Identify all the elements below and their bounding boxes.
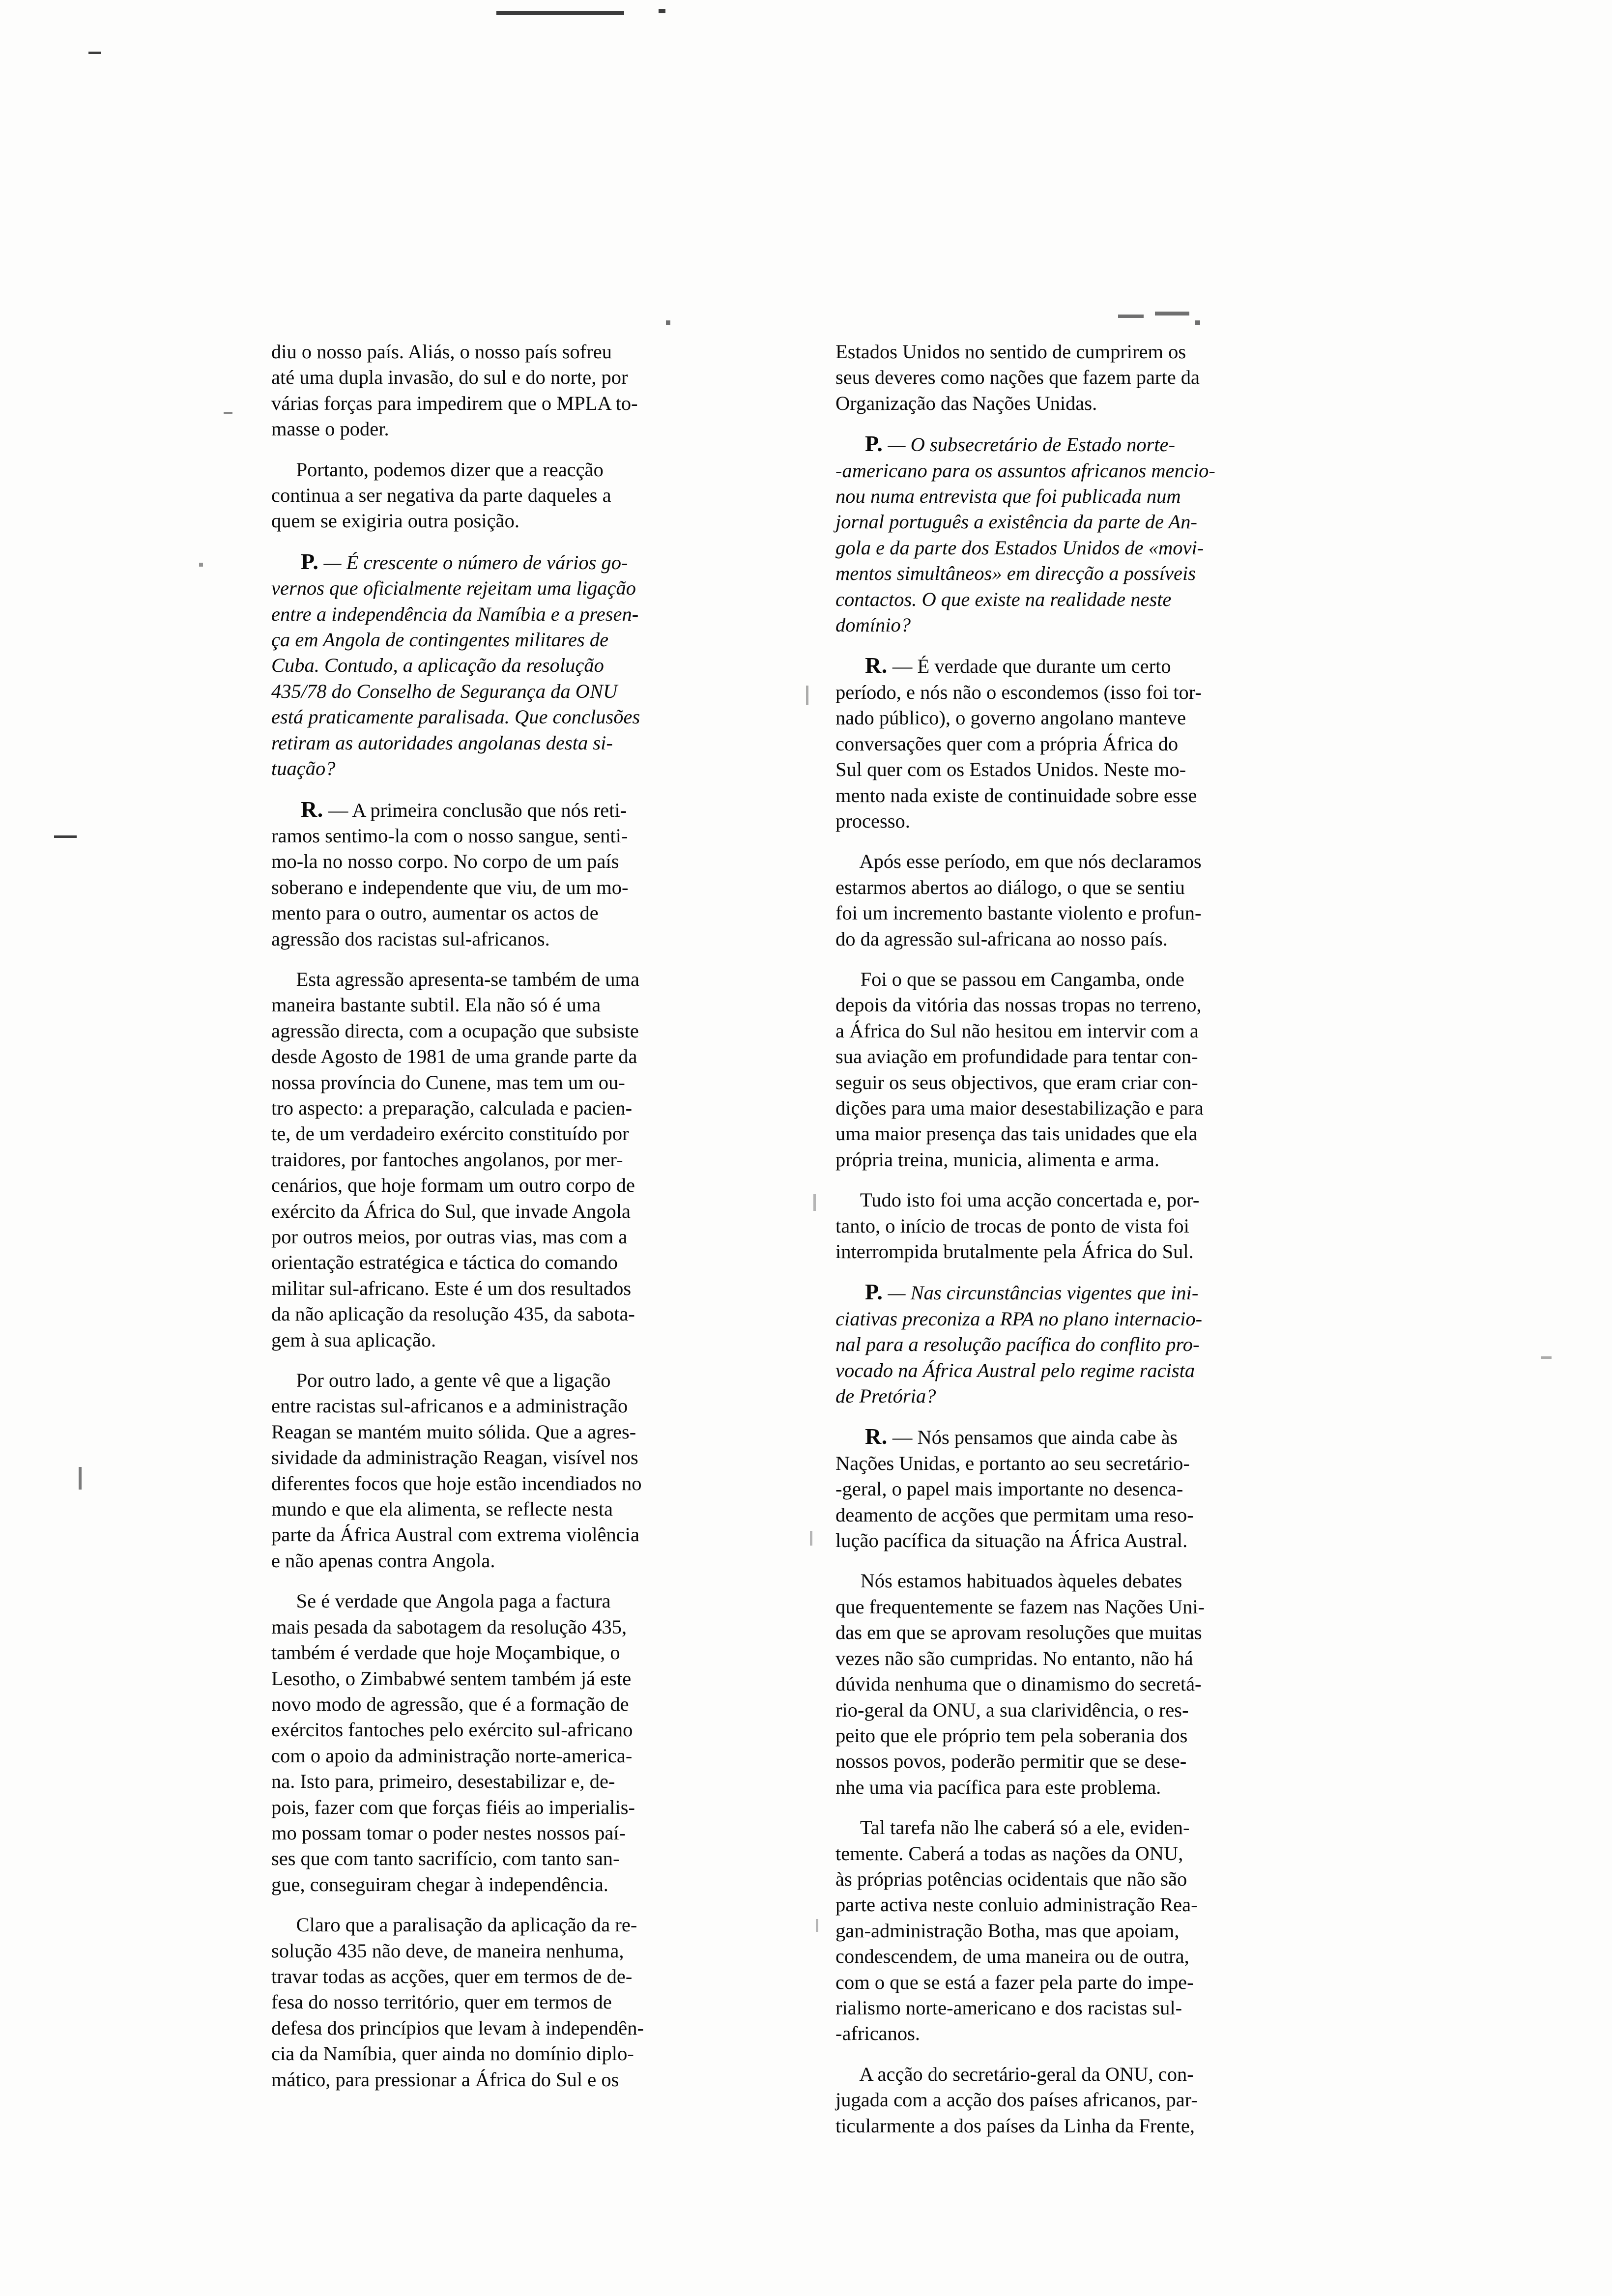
text-line: Cuba. Contudo, a aplicação da resolução	[271, 654, 604, 677]
text-line: solução 435 não deve, de maneira nenhuma,	[271, 1939, 624, 1962]
text-line: fesa do nosso território, quer em termos de	[271, 1991, 612, 2013]
text-line: Lesotho, o Zimbabwé sentem também já este	[271, 1667, 632, 1690]
text-line: várias forças para impedirem que o MPLA to-	[271, 392, 638, 414]
text-line: cenários, que hoje formam um outro corpo de	[271, 1174, 635, 1197]
line-text: — O subsecretário de Estado norte-	[883, 433, 1176, 456]
line-text: — Nós pensamos que ainda cabe às	[887, 1426, 1178, 1449]
text-line: gue, conseguiram chegar à independência.	[271, 1873, 608, 1895]
text-line: estarmos abertos ao diálogo, o que se sentiu	[835, 876, 1185, 898]
text-line: própria treina, municia, alimenta e arma.	[835, 1148, 1159, 1171]
text-line: orientação estratégica e táctica do comando	[271, 1251, 618, 1274]
scan-artifact-right-edge	[1541, 1356, 1552, 1359]
scan-artifact-gutter-a	[806, 686, 808, 705]
text-line: ça em Angola de contingentes militares de	[271, 629, 609, 651]
text-line: conversações quer com a própria África do	[835, 732, 1179, 755]
text-line: das em que se aprovam resoluções que muitas	[835, 1621, 1202, 1644]
text-line: Organização das Nações Unidas.	[835, 392, 1097, 414]
answer-label: R.	[271, 796, 323, 822]
para-portanto-reaccao	[271, 457, 797, 534]
text-line: 435/78 do Conselho de Segurança da ONU	[271, 680, 618, 702]
para-habituados-debates-onu	[835, 1568, 1361, 1800]
text-line: e não apenas contra Angola.	[271, 1549, 495, 1572]
text-line: continua a ser negativa da parte daqueles a	[271, 484, 611, 507]
text-line	[835, 431, 1361, 458]
text-line: agressão dos racistas sul-africanos.	[271, 927, 550, 950]
text-line: parte da África Austral com extrema violência	[271, 1523, 639, 1546]
text-line: gan-administração Botha, mas que apoiam,	[835, 1919, 1180, 1942]
text-line: jugada com a acção dos países africanos, par-	[835, 2089, 1198, 2111]
question-circunstancias-rpa-pretoria	[835, 1279, 1361, 1409]
text-line: de Pretória?	[835, 1385, 936, 1407]
line-text: — É crescente o número de vários go-	[318, 551, 628, 574]
para-claro-paralisacao	[271, 1912, 797, 2093]
text-line: sividade da administração Reagan, visível nos	[271, 1446, 638, 1469]
line-text: — A primeira conclusão que nós reti-	[323, 799, 627, 821]
text-line: Por outro lado, a gente vê que a ligação	[271, 1369, 611, 1392]
text-line: tuação?	[271, 757, 336, 780]
text-line: seguir os seus objectivos, que eram criar con-	[835, 1071, 1198, 1093]
text-line: entre a independência da Namíbia e a presen-	[271, 603, 639, 625]
text-line: travar todas as acções, quer em termos de de-	[271, 1965, 633, 1987]
line-text: — Nas circunstâncias vigentes que ini-	[883, 1282, 1199, 1304]
text-line: exército da África do Sul, que invade Angola	[271, 1200, 631, 1222]
text-line: mático, para pressionar a África do Sul e os	[271, 2068, 619, 2091]
para-ligacao-reagan	[271, 1368, 797, 1574]
text-line: Após esse período, em que nós declaramos	[835, 850, 1202, 873]
para-continuation-estados-unidos-onu	[835, 339, 1361, 416]
text-line: dições para uma maior desestabilização e para	[835, 1096, 1204, 1119]
text-line	[271, 549, 797, 575]
text-line: nossa província do Cunene, mas tem um ou-	[271, 1071, 625, 1093]
text-line: condescendem, de uma maneira ou de outra,	[835, 1945, 1189, 1968]
text-line: tanto, o início de trocas de ponto de vista foi	[835, 1214, 1189, 1237]
text-line: Reagan se mantém muito sólida. Que a agres-	[271, 1420, 636, 1443]
text-line: mo-la no nosso corpo. No corpo de um país	[271, 850, 619, 873]
text-line: também é verdade que hoje Moçambique, o	[271, 1641, 620, 1664]
text-line	[271, 797, 797, 823]
scan-artifact-margin-d	[79, 1467, 82, 1490]
text-line: diferentes focos que hoje estão incendiados no	[271, 1472, 642, 1494]
text-line: nossos povos, poderão permitir que se dese-	[835, 1750, 1187, 1773]
scan-artifact-margin-a	[88, 52, 101, 54]
text-line: diu o nosso país. Aliás, o nosso país sofreu	[271, 341, 612, 363]
text-line: Portanto, podemos dizer que a reacção	[271, 458, 604, 481]
text-line: Sul quer com os Estados Unidos. Neste mo-	[835, 758, 1186, 781]
scan-artifact-header-a	[1118, 315, 1144, 318]
question-governos-namibia-cuba	[271, 549, 797, 782]
text-line: mais pesada da sabotagem da resolução 435,	[271, 1615, 627, 1638]
scan-artifact-gutter-c	[810, 1531, 812, 1546]
text-line: Foi o que se passou em Cangamba, onde	[835, 968, 1184, 990]
text-line: rialismo norte-americano e dos racistas sul-	[835, 1996, 1182, 2019]
para-continuation-dupla-invasao	[271, 339, 797, 442]
text-line: rio-geral da ONU, a sua clarividência, o res-	[835, 1698, 1189, 1721]
text-line: cia da Namíbia, quer ainda no domínio diplo-	[271, 2042, 634, 2065]
text-line: até uma dupla invasão, do sul e do norte, por	[271, 366, 628, 389]
answer-verdade-certo-periodo	[835, 653, 1361, 834]
text-line: novo modo de agressão, que é a formação de	[271, 1693, 629, 1715]
text-line: às próprias potências ocidentais que não são	[835, 1867, 1187, 1890]
text-line: nal para a resolução pacífica do conflito pro-	[835, 1333, 1200, 1356]
text-line: período, e nós não o escondemos (isso foi tor-	[835, 681, 1202, 703]
text-line: mo possam tomar o poder nestes nossos paí-	[271, 1821, 626, 1844]
text-line	[835, 1279, 1361, 1306]
text-line: -americano para os assuntos africanos mencio-	[835, 459, 1215, 482]
text-line	[835, 653, 1361, 679]
text-line: deamento de acções que permitam uma reso-	[835, 1503, 1194, 1526]
text-line: mentos simultâneos» em direcção a possíveis	[835, 562, 1196, 585]
scan-artifact-gutter-b	[813, 1194, 816, 1211]
text-line: sua aviação em profundidade para tentar con-	[835, 1045, 1198, 1068]
text-line: te, de um verdadeiro exército constituído por	[271, 1122, 629, 1145]
text-line: ses que com tanto sacrifício, com tanto san-	[271, 1847, 620, 1870]
text-line: mundo e que ela alimenta, se reflecte nesta	[271, 1498, 613, 1521]
text-line: gola e da parte dos Estados Unidos de «movi-	[835, 536, 1204, 559]
answer-label: R.	[835, 1424, 888, 1449]
text-line: nou numa entrevista que foi publicada num	[835, 485, 1181, 508]
text-line: A acção do secretário-geral da ONU, con-	[835, 2063, 1194, 2085]
text-line: nhe uma via pacífica para este problema.	[835, 1776, 1161, 1798]
text-line: seus deveres como nações que fazem parte da	[835, 366, 1200, 389]
text-line: militar sul-africano. Este é um dos resultados	[271, 1277, 632, 1299]
answer-label: R.	[835, 653, 888, 678]
text-line: parte activa neste conluio administração Rea-	[835, 1894, 1198, 1916]
text-line: foi um incremento bastante violento e profun-	[835, 902, 1202, 924]
text-line: -geral, o papel mais importante no desenca-	[835, 1478, 1183, 1500]
text-line	[835, 1424, 1361, 1450]
text-column-right	[835, 339, 1361, 2139]
text-line: que frequentemente se fazem nas Nações Uni-	[835, 1595, 1205, 1618]
scan-artifact-top-dash	[496, 11, 624, 15]
text-line: retiram as autoridades angolanas desta si-	[271, 731, 613, 754]
answer-nacoes-unidas-secretario-geral	[835, 1424, 1361, 1553]
scan-artifact-mid-dot	[666, 320, 670, 325]
text-line: traidores, por fantoches angolanos, por mer-	[271, 1148, 623, 1171]
text-line: peito que ele próprio tem pela soberania dos	[835, 1724, 1188, 1747]
para-accao-secretario-geral-linha-da-frente	[835, 2062, 1361, 2139]
text-line: defesa dos princípios que levam à independên-	[271, 2016, 644, 2039]
text-line: -africanos.	[835, 2022, 921, 2045]
para-factura-mocambique-lesotho	[271, 1588, 797, 1897]
text-line: quem se exigiria outra posição.	[271, 510, 519, 532]
question-label: P.	[271, 548, 319, 574]
para-apos-esse-periodo	[835, 849, 1361, 952]
text-column-left	[271, 339, 797, 2093]
scan-artifact-header-c	[1195, 320, 1200, 325]
text-line: dúvida nenhuma que o dinamismo do secretá-	[835, 1673, 1202, 1695]
text-line: vernos que oficialmente rejeitam uma ligação	[271, 577, 636, 600]
text-line: Nações Unidas, e portanto ao seu secretário-	[835, 1452, 1190, 1474]
text-line: Nós estamos habituados àqueles debates	[835, 1570, 1182, 1592]
para-tal-tarefa-nacoes-onu	[835, 1815, 1361, 2047]
text-line: uma maior presença das tais unidades que ela	[835, 1122, 1198, 1145]
text-line: gem à sua aplicação.	[271, 1328, 436, 1351]
para-accao-concertada	[835, 1187, 1361, 1264]
text-line: agressão directa, com a ocupação que subsiste	[271, 1019, 639, 1042]
text-line: do da agressão sul-africana ao nosso país.	[835, 927, 1168, 950]
scan-artifact-header-b	[1155, 312, 1189, 316]
text-line: da não aplicação da resolução 435, da sabota-	[271, 1303, 635, 1325]
para-esta-agressao-subtil	[271, 967, 797, 1353]
text-line: domínio?	[835, 614, 911, 636]
text-line: processo.	[835, 809, 910, 832]
text-line: ramos sentimo-la com o nosso sangue, senti-	[271, 824, 628, 847]
text-line: ciativas preconiza a RPA no plano internacio-	[835, 1307, 1203, 1330]
text-line: interrompida brutalmente pela África do Sul.	[835, 1240, 1194, 1263]
text-line: está praticamente paralisada. Que conclusões	[271, 706, 640, 728]
question-subsecretario-movimentos-simultaneos	[835, 431, 1361, 638]
text-line: Esta agressão apresenta-se também de uma	[271, 968, 639, 990]
text-line: contactos. O que existe na realidade neste	[835, 588, 1172, 610]
text-line: pois, fazer com que forças fiéis ao imperialis-	[271, 1796, 635, 1818]
text-line: com o que se está a fazer pela parte do impe-	[835, 1971, 1194, 1993]
text-line: Claro que a paralisação da aplicação da re-	[271, 1914, 637, 1936]
text-line: com o apoio da administração norte-america-	[271, 1744, 633, 1767]
text-line: nado público), o governo angolano manteve	[835, 707, 1186, 729]
scan-artifact-gutter-d	[816, 1919, 818, 1932]
text-line: na. Isto para, primeiro, desestabilizar e, de-	[271, 1770, 615, 1793]
text-line: exércitos fantoches pelo exército sul-africano	[271, 1719, 633, 1741]
scan-artifact-dot-left	[199, 563, 203, 567]
text-line: maneira bastante subtil. Ela não só é uma	[271, 994, 601, 1016]
line-text: — É verdade que durante um certo	[887, 655, 1171, 678]
text-line: entre racistas sul-africanos e a administração	[271, 1395, 628, 1417]
question-label: P.	[835, 1279, 883, 1305]
text-line: masse o poder.	[271, 418, 389, 440]
text-line: tro aspecto: a preparação, calculada e pacien-	[271, 1096, 633, 1119]
text-line: mento nada existe de continuidade sobre esse	[835, 784, 1197, 806]
text-line: Se é verdade que Angola paga a factura	[271, 1590, 611, 1612]
text-line: temente. Caberá a todas as nações da ONU,	[835, 1842, 1183, 1865]
text-line: soberano e independente que viu, de um mo-	[271, 876, 629, 898]
text-line: mento para o outro, aumentar os actos de	[271, 902, 599, 924]
question-label: P.	[835, 431, 883, 457]
text-line: Tal tarefa não lhe caberá só a ele, eviden-	[835, 1816, 1190, 1839]
text-line: vezes não são cumpridas. No entanto, não há	[835, 1647, 1193, 1669]
text-line: Tudo isto foi uma acção concertada e, por-	[835, 1189, 1200, 1211]
text-line: por outros meios, por outras vias, mas com a	[271, 1226, 628, 1248]
text-line: lução pacífica da situação na África Austral.	[835, 1529, 1188, 1552]
text-line: jornal português a existência da parte de An-	[835, 511, 1198, 533]
text-line: ticularmente a dos países da Linha da Frente,	[835, 2114, 1195, 2137]
text-line: desde Agosto de 1981 de uma grande parte da	[271, 1045, 637, 1068]
scan-artifact-margin-b	[224, 412, 232, 414]
scan-artifact-top-dot	[659, 9, 665, 13]
para-cangamba	[835, 967, 1361, 1173]
scan-artifact-margin-c	[54, 835, 77, 838]
text-line: vocado na África Austral pelo regime racista	[835, 1359, 1195, 1381]
answer-primeira-conclusao	[271, 797, 797, 952]
text-line: a África do Sul não hesitou em intervir com a	[835, 1019, 1199, 1042]
text-line: Estados Unidos no sentido de cumprirem os	[835, 341, 1186, 363]
text-line: depois da vitória das nossas tropas no terreno,	[835, 994, 1202, 1016]
